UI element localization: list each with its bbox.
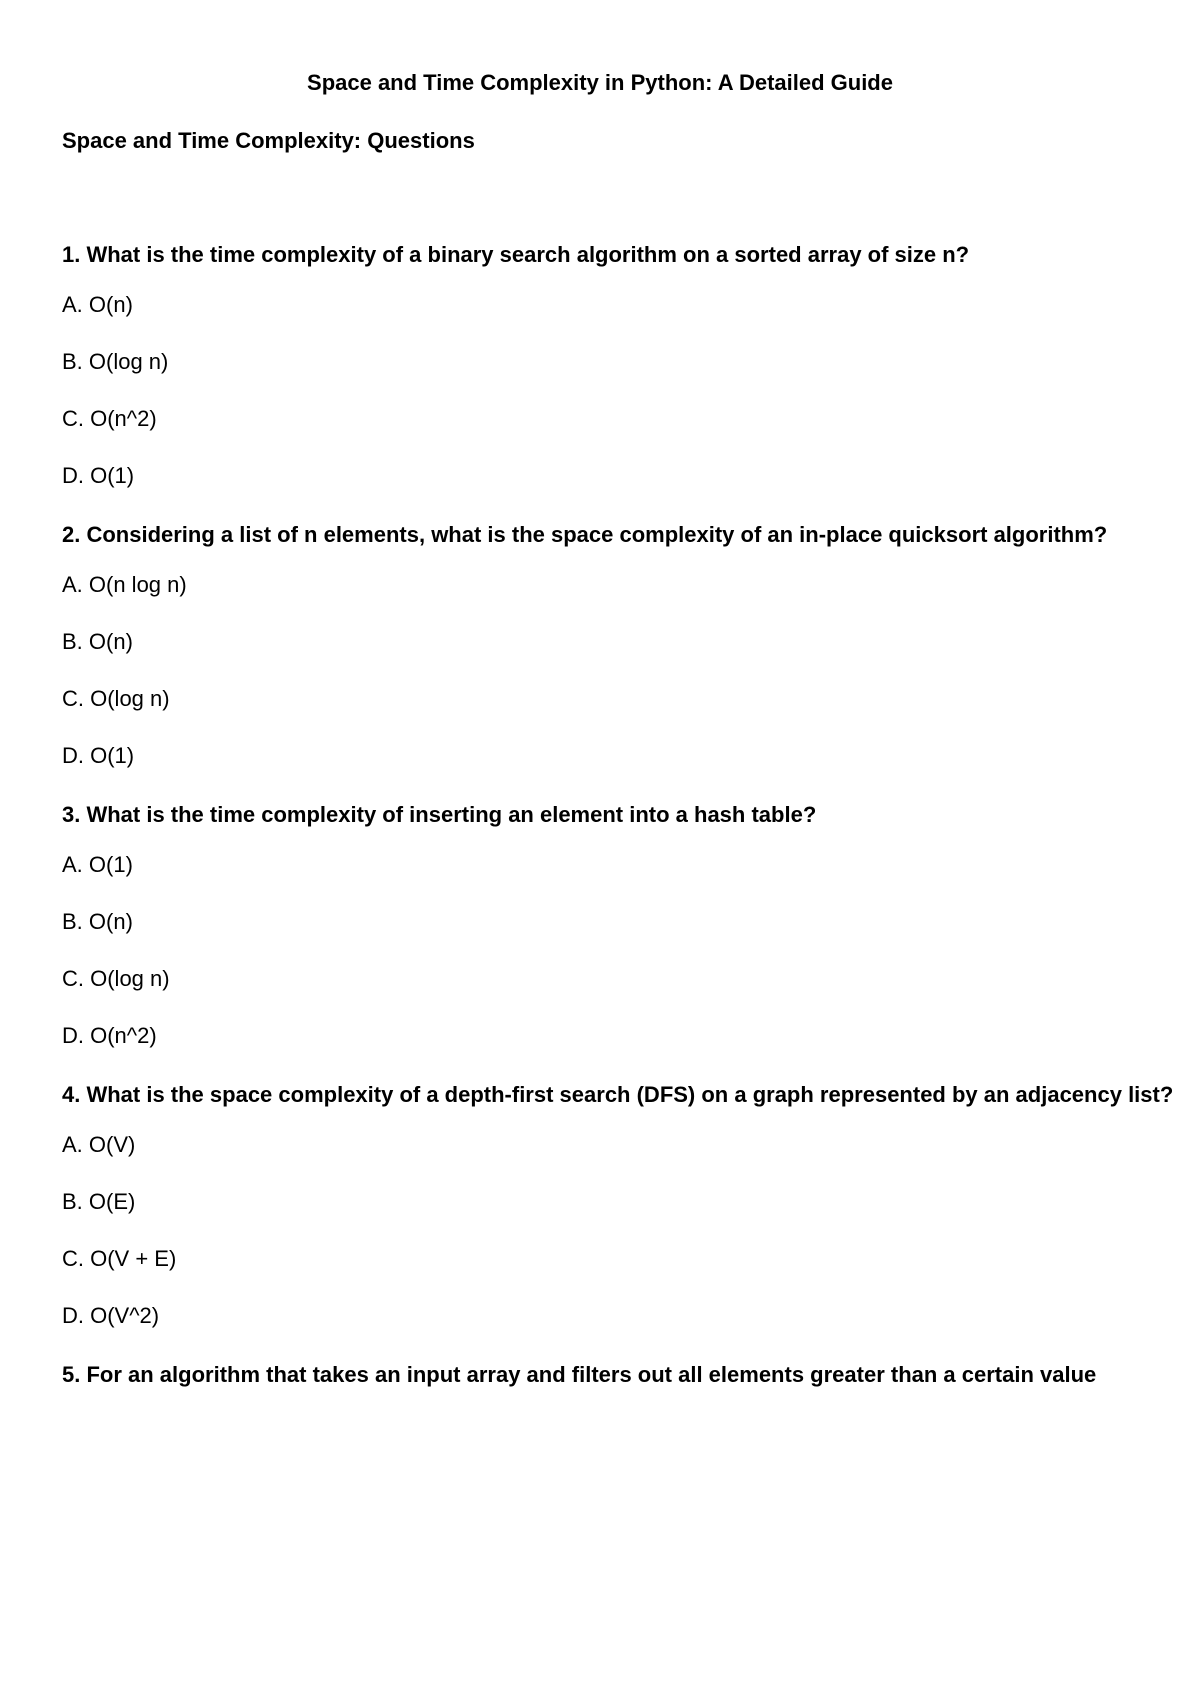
- option-d: D. O(V^2): [62, 1303, 160, 1328]
- section-title: Space and Time Complexity: Questions: [62, 128, 475, 153]
- question-5: [62, 1360, 1200, 1390]
- option-a: A. O(V): [62, 1132, 136, 1157]
- option-b: B. O(n): [62, 629, 133, 654]
- question-1: [62, 240, 1200, 491]
- question-4: [62, 1080, 1200, 1331]
- option-a: A. O(n): [62, 292, 133, 317]
- option-b: B. O(E): [62, 1189, 136, 1214]
- question-text: 2. Considering a list of n elements, what is the space complexity of an in-place quicksort algorithm?: [62, 522, 1108, 547]
- option-d: D. O(n^2): [62, 1023, 157, 1048]
- question-3: [62, 800, 1200, 1051]
- option-c: C. O(log n): [62, 966, 170, 991]
- option-d: D. O(1): [62, 743, 135, 768]
- question-list: [62, 240, 1200, 1410]
- question-text: 1. What is the time complexity of a binary search algorithm on a sorted array of size n?: [62, 242, 970, 267]
- option-c: C. O(V + E): [62, 1246, 177, 1271]
- question-text: 4. What is the space complexity of a depth-first search (DFS) on a graph represented by an adjacency list?: [62, 1082, 1174, 1107]
- option-d: D. O(1): [62, 463, 135, 488]
- option-a: A. O(1): [62, 852, 133, 877]
- question-text: 5. For an algorithm that takes an input array and filters out all elements greater than a certain value: [62, 1362, 1097, 1387]
- document-title: Space and Time Complexity in Python: A Detailed Guide: [307, 70, 893, 95]
- question-2: [62, 520, 1200, 771]
- option-c: C. O(n^2): [62, 406, 157, 431]
- option-b: B. O(n): [62, 909, 133, 934]
- option-a: A. O(n log n): [62, 572, 187, 597]
- question-text: 3. What is the time complexity of inserting an element into a hash table?: [62, 802, 817, 827]
- option-c: C. O(log n): [62, 686, 170, 711]
- option-b: B. O(log n): [62, 349, 169, 374]
